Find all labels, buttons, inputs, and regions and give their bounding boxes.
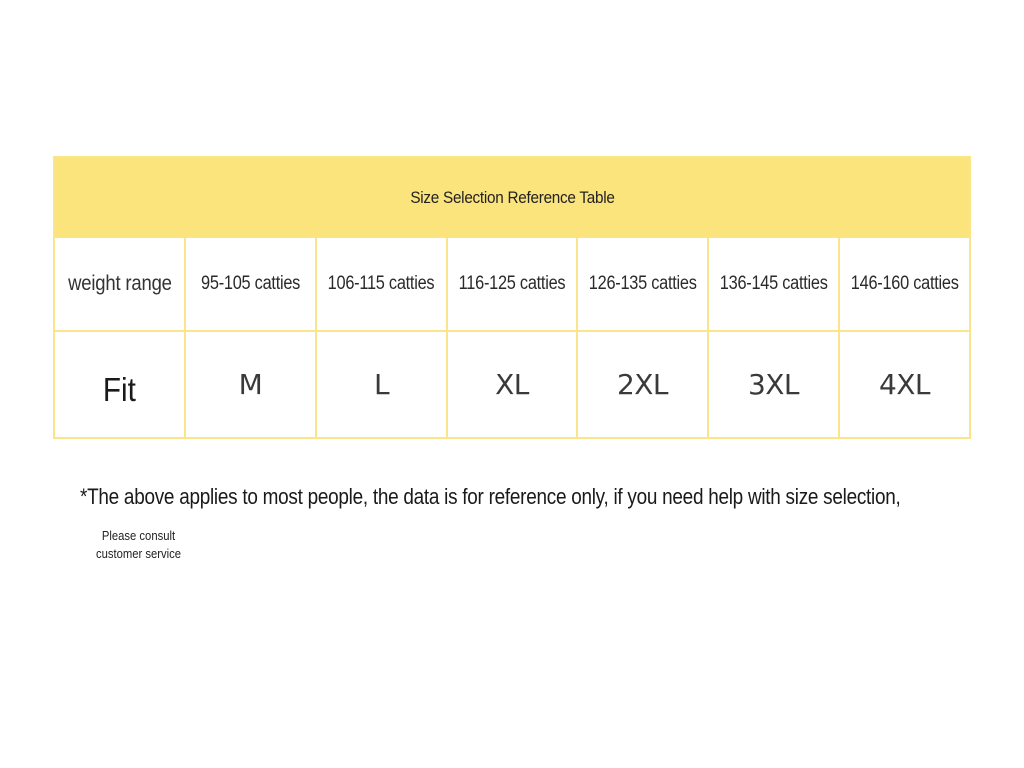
weight-cell-4xl [840, 238, 969, 330]
weight-cell-3xl [709, 238, 840, 330]
fit-value: 3XL [747, 368, 800, 401]
size-reference-table [53, 156, 971, 439]
fit-row [55, 332, 969, 437]
weight-value: 95-105 catties [200, 273, 301, 294]
fit-cell-2xl [578, 332, 709, 437]
weight-cell-2xl [578, 238, 709, 330]
fit-cell-4xl [840, 332, 969, 437]
weight-value: 116-125 catties [458, 273, 566, 294]
fit-label: Fit [102, 370, 136, 408]
fit-cell-m [186, 332, 317, 437]
weight-value: 126-135 catties [588, 273, 697, 294]
fit-cell-3xl [709, 332, 840, 437]
weight-range-row [55, 238, 969, 332]
fit-value: M [238, 368, 263, 401]
table-header [55, 158, 969, 238]
weight-value: 136-145 catties [719, 273, 828, 294]
weight-value: 146-160 catties [850, 273, 959, 294]
weight-cell-l [317, 238, 448, 330]
weight-cell-xl [448, 238, 578, 330]
table-title: Size Selection Reference Table [409, 188, 615, 207]
fit-value: 4XL [878, 368, 931, 401]
fit-cell-xl [448, 332, 578, 437]
fit-value: 2XL [616, 368, 669, 401]
reference-note: *The above applies to most people, the data is for reference only, if you need help with size selection, [80, 484, 901, 509]
fit-cell-l [317, 332, 448, 437]
fit-value: L [373, 368, 390, 401]
weight-value: 106-115 catties [328, 273, 435, 294]
weight-cell-m [186, 238, 317, 330]
consult-customer-service-text: Please consult customer service [95, 529, 182, 561]
fit-label-cell [55, 332, 186, 437]
weight-range-label-cell [55, 238, 186, 330]
weight-range-label: weight range [67, 272, 172, 295]
fit-value: XL [495, 368, 529, 401]
